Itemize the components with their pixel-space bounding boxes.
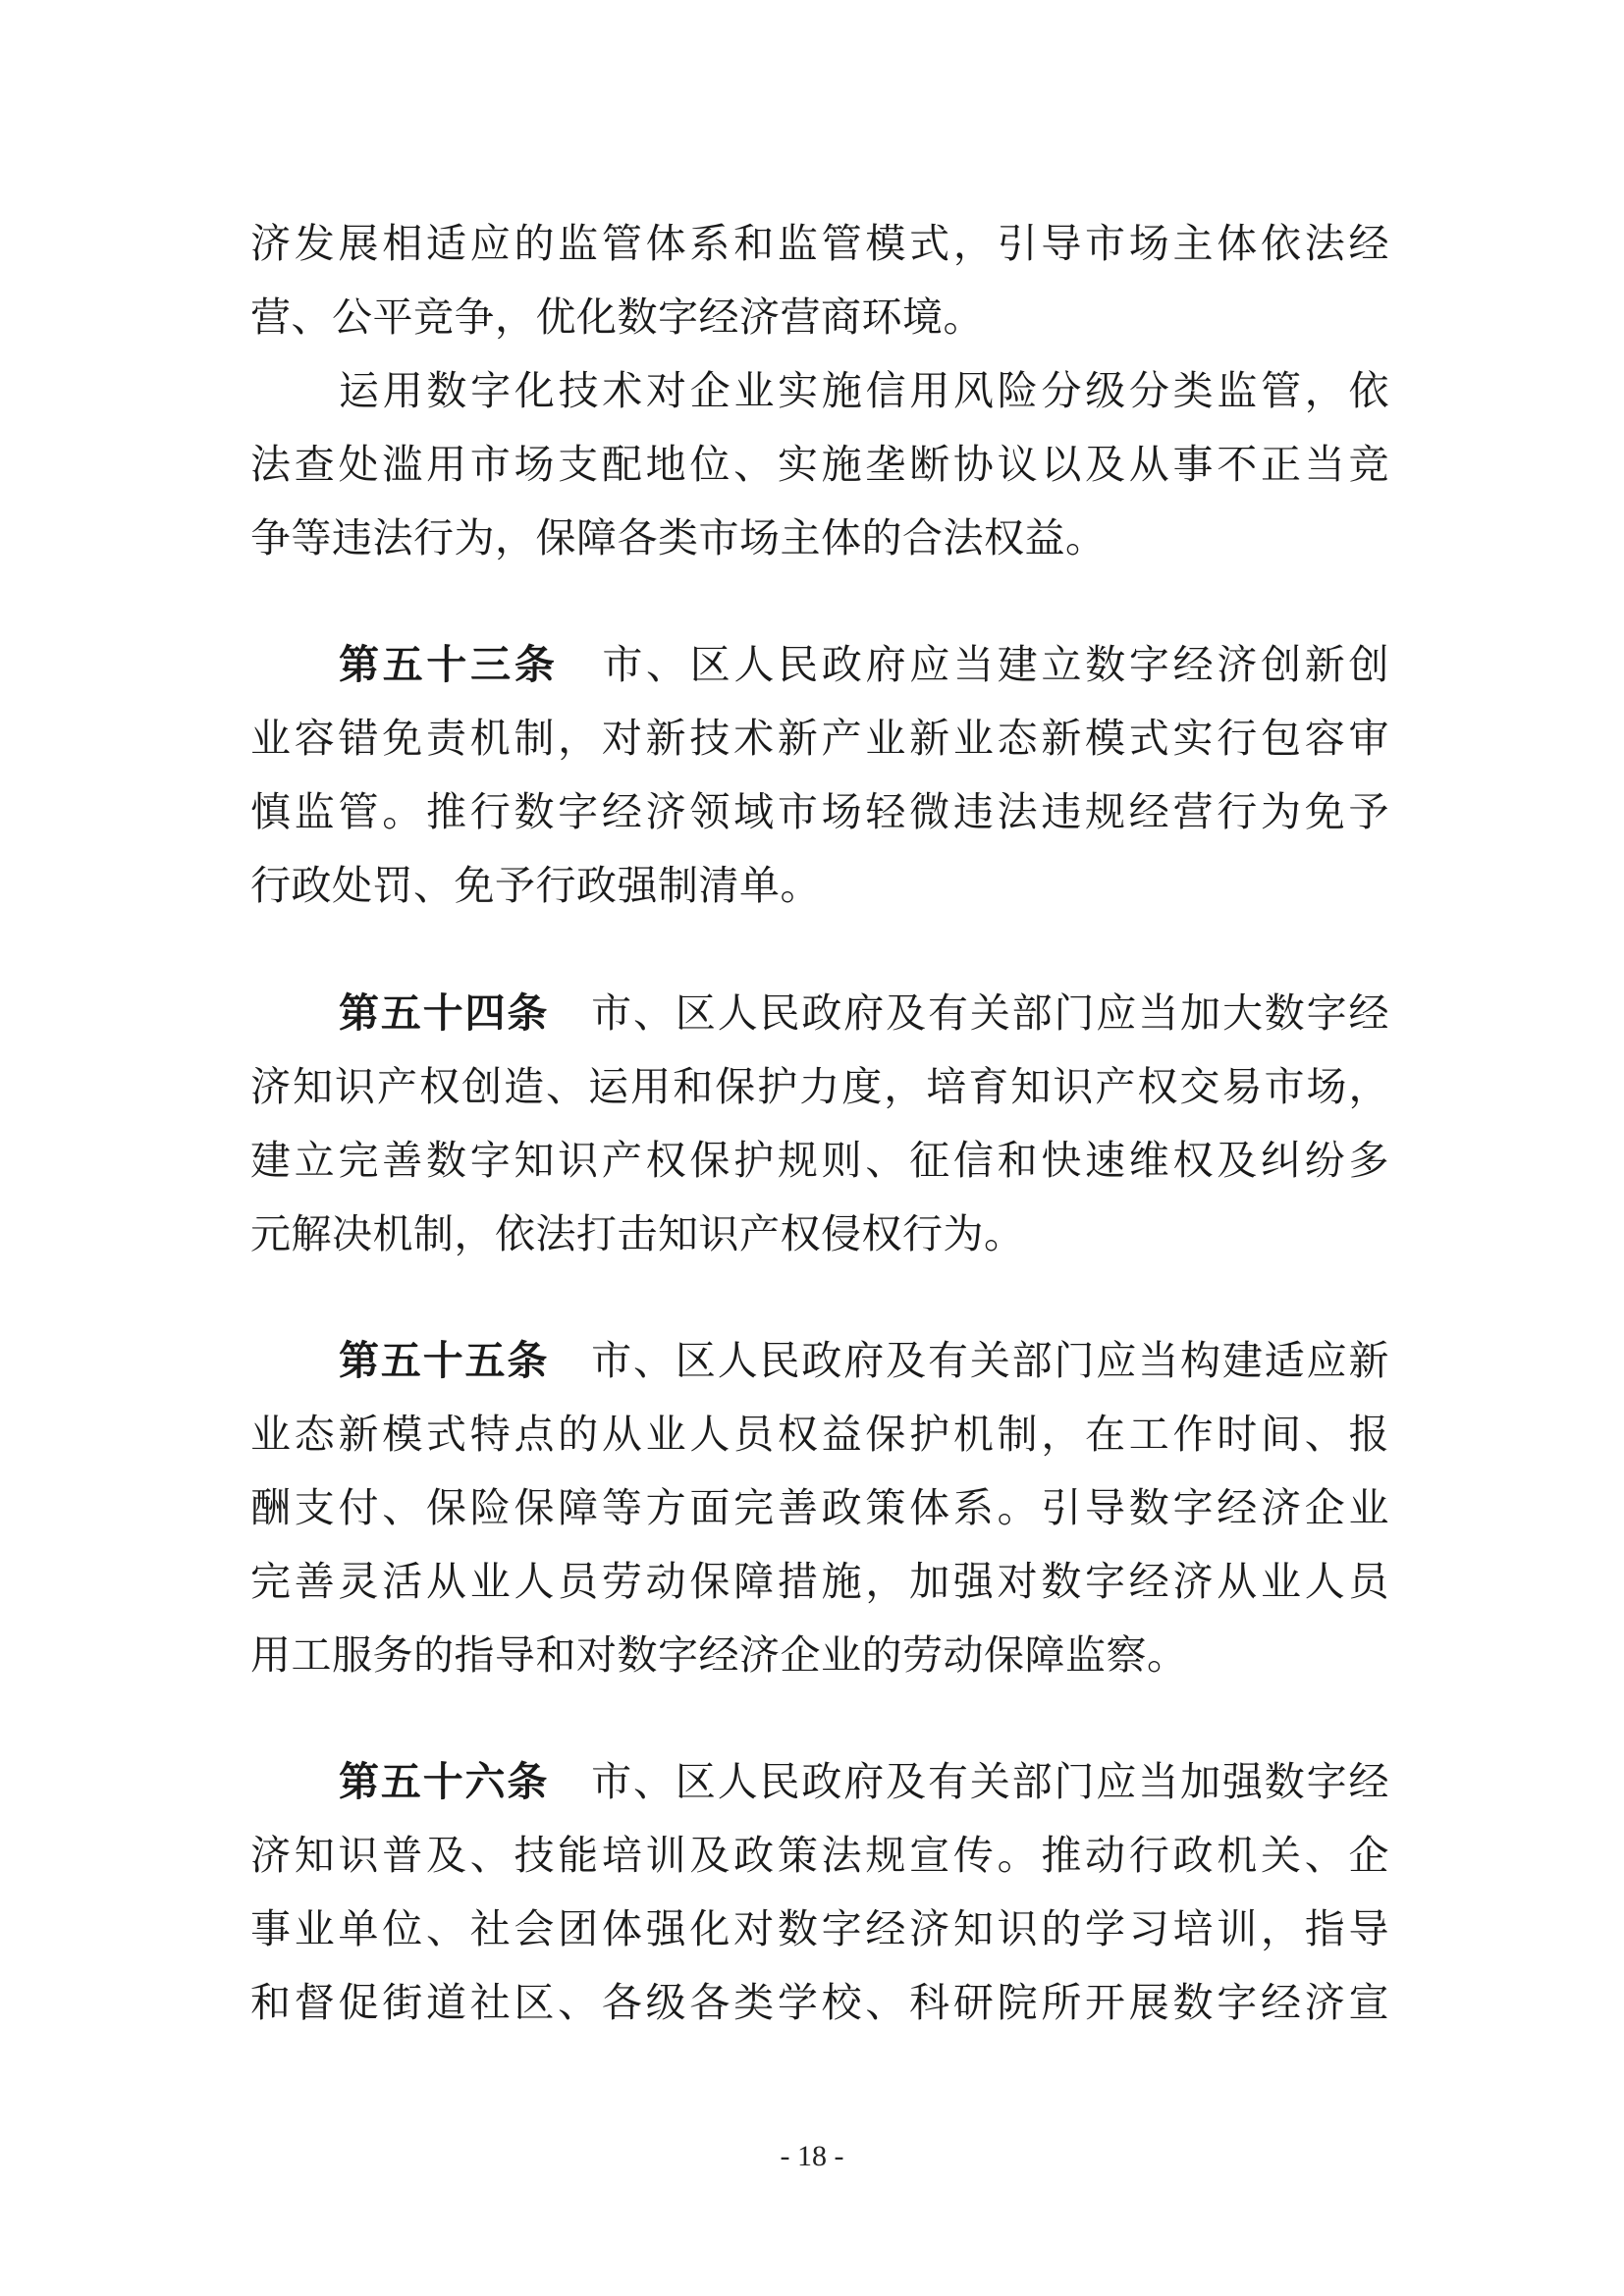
text-line: 行政处罚、免予行政强制清单。: [250, 862, 821, 909]
text-line: 营、公平竞争，优化数字经济营商环境。: [250, 294, 984, 341]
article-first-line: 第五十三条 市、区人民政府应当建立数字经济创新创: [339, 641, 1390, 688]
text-line: 酬支付、保险保障等方面完善政策体系。引导数字经济企业: [250, 1484, 1389, 1531]
text-line: 济知识产权创造、运用和保护力度，培育知识产权交易市场，: [250, 1063, 1389, 1110]
text-line: 争等违法行为，保障各类市场主体的合法权益。: [250, 514, 1107, 561]
article-heading: 第五十四条: [339, 989, 550, 1037]
article-heading: 第五十三条: [339, 641, 559, 688]
text-line: 法查处滥用市场支配地位、实施垄断协议以及从事不正当竞: [250, 441, 1389, 488]
text-line: 济知识普及、技能培训及政策法规宣传。推动行政机关、企: [250, 1832, 1389, 1879]
text-line: 慎监管。推行数字经济领域市场轻微违法违规经营行为免予: [250, 788, 1389, 835]
text-line: 元解决机制，依法打击知识产权侵权行为。: [250, 1210, 1025, 1257]
text-line: 和督促街道社区、各级各类学校、科研院所开展数字经济宣: [250, 1979, 1389, 2026]
article-heading: 第五十五条: [339, 1337, 550, 1384]
text-line: 事业单位、社会团体强化对数字经济知识的学习培训，指导: [250, 1905, 1389, 1952]
text-line: 用工服务的指导和对数字经济企业的劳动保障监察。: [250, 1631, 1188, 1679]
text-line: 建立完善数字知识产权保护规则、征信和快速维权及纠纷多: [250, 1137, 1389, 1184]
text-line: 济发展相适应的监管体系和监管模式，引导市场主体依法经: [250, 220, 1389, 267]
text-line: 运用数字化技术对企业实施信用风险分级分类监管，依: [339, 367, 1389, 414]
text-line: 业容错免责机制，对新技术新产业新业态新模式实行包容审: [250, 715, 1389, 762]
text-line: 业态新模式特点的从业人员权益保护机制，在工作时间、报: [250, 1411, 1389, 1458]
page-number: - 18 -: [780, 2140, 844, 2172]
article-heading: 第五十六条: [339, 1758, 550, 1805]
article-first-line: 第五十五条 市、区人民政府及有关部门应当构建适应新: [339, 1337, 1390, 1384]
article-first-line: 第五十六条 市、区人民政府及有关部门应当加强数字经: [339, 1758, 1390, 1805]
article-first-line: 第五十四条 市、区人民政府及有关部门应当加大数字经: [339, 989, 1390, 1037]
text-line: 完善灵活从业人员劳动保障措施，加强对数字经济从业人员: [250, 1558, 1389, 1605]
